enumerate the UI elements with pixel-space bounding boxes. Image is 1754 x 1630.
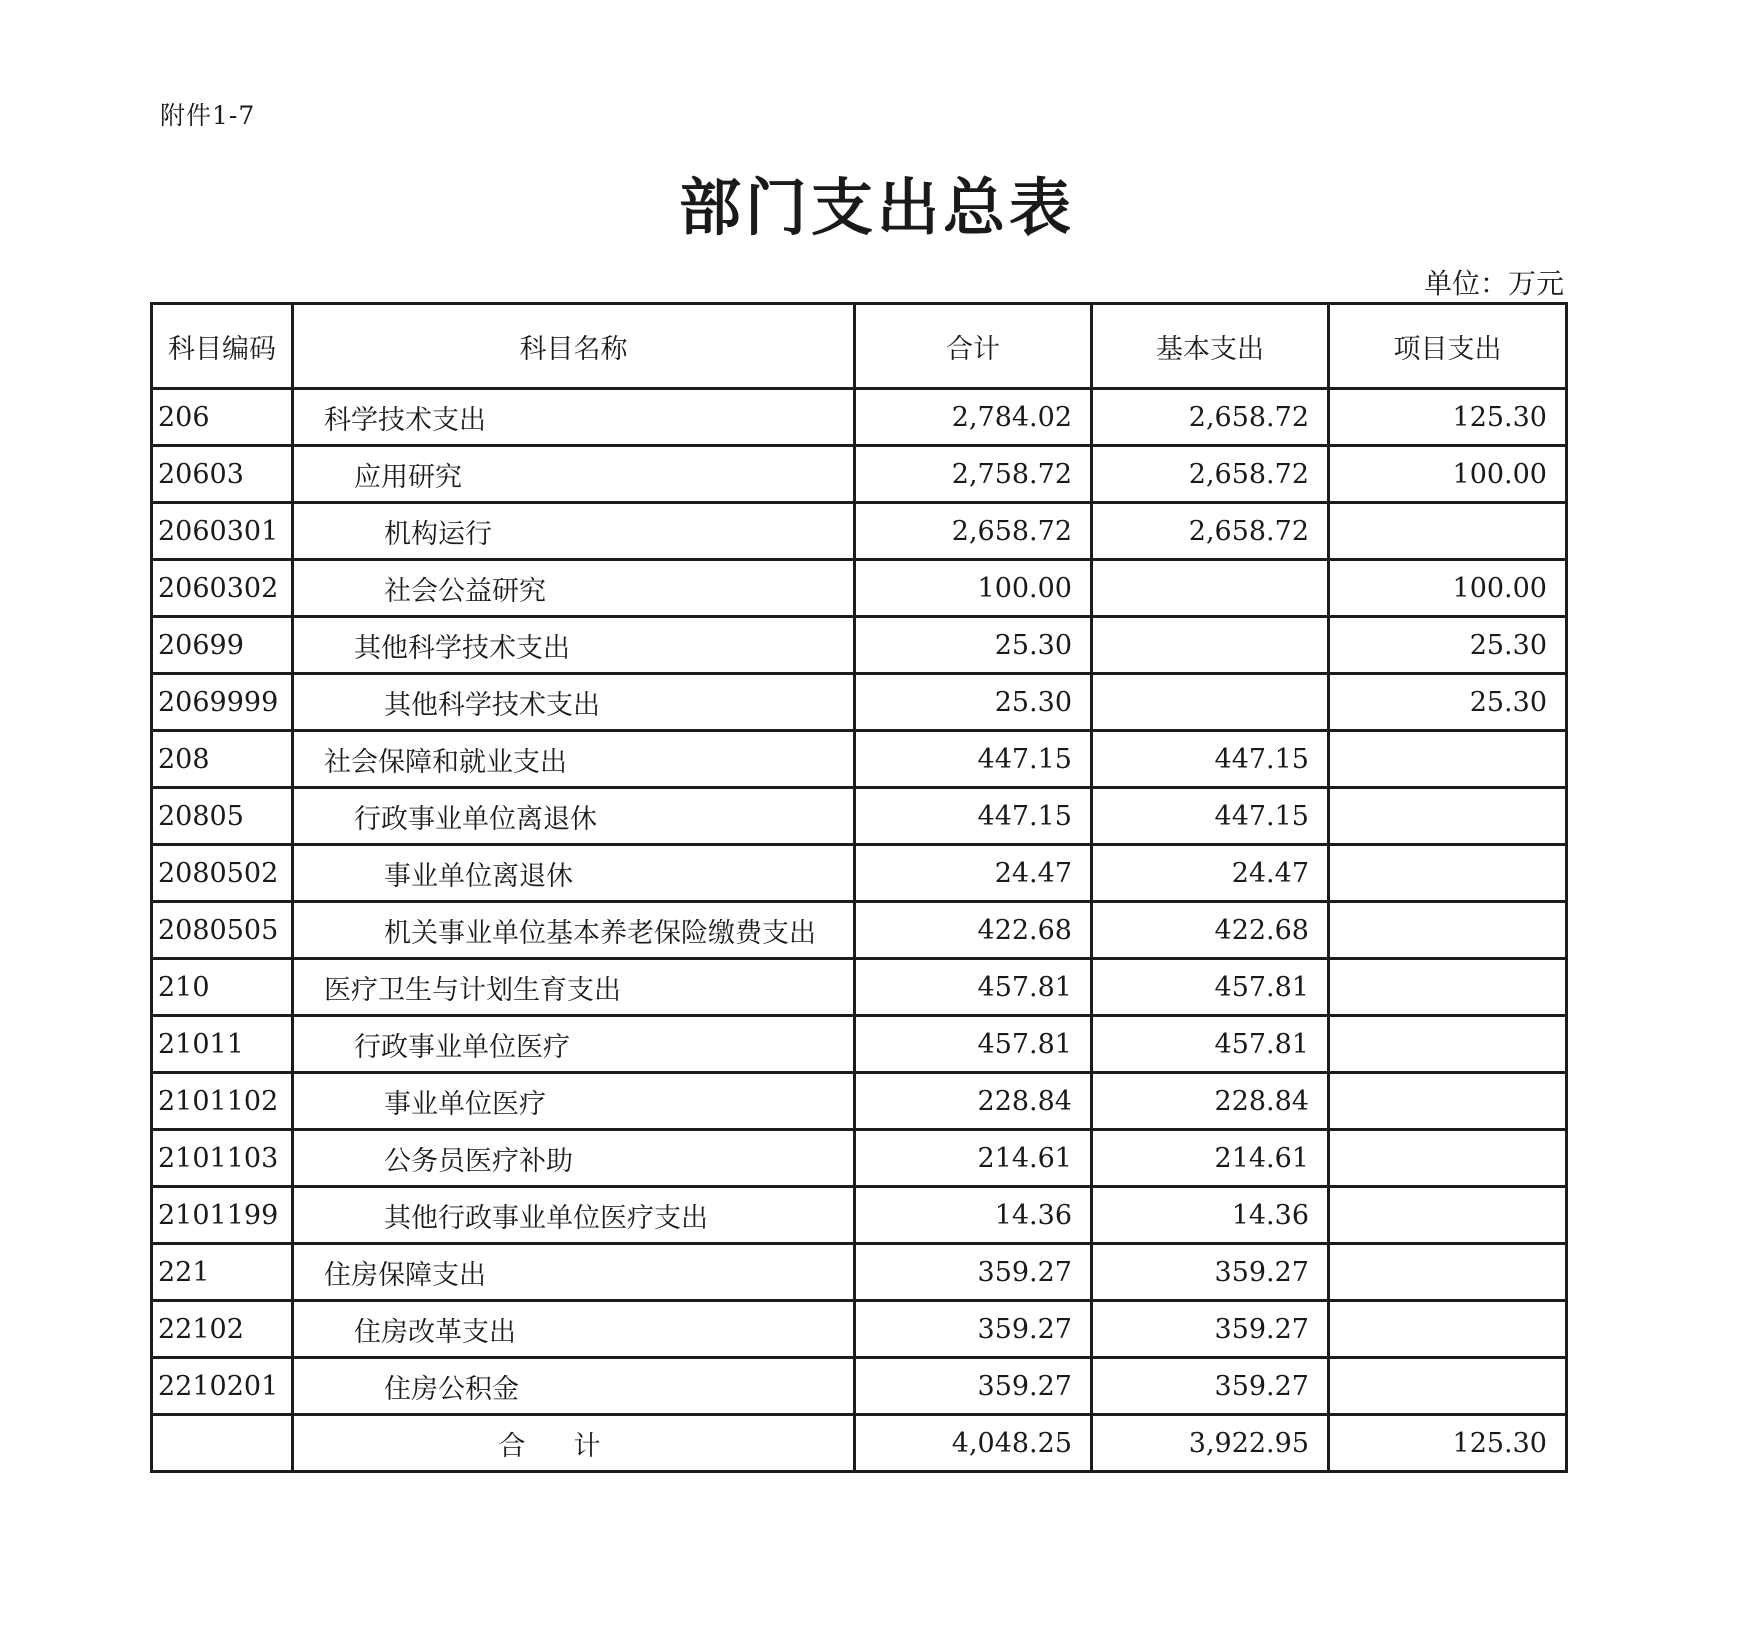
- header-total: 合计: [855, 304, 1092, 389]
- row-name: 公务员医疗补助: [293, 1130, 855, 1187]
- page-title: 部门支出总表: [678, 171, 1075, 244]
- row-name: 机关事业单位基本养老保险缴费支出: [293, 902, 855, 959]
- row-name: 其他科学技术支出: [293, 674, 855, 731]
- row-name: 住房保障支出: [293, 1244, 855, 1301]
- row-basic: 214.61: [1092, 1130, 1329, 1187]
- table-row: [152, 1358, 1567, 1415]
- table-body: [152, 389, 1567, 1415]
- row-total: 2,658.72: [855, 503, 1092, 560]
- row-project: [1329, 1187, 1567, 1244]
- row-total: 25.30: [855, 617, 1092, 674]
- table-row: [152, 845, 1567, 902]
- row-name: 其他科学技术支出: [293, 617, 855, 674]
- row-total: 359.27: [855, 1301, 1092, 1358]
- row-project: [1329, 845, 1567, 902]
- table-row: [152, 674, 1567, 731]
- row-code: 21011: [152, 1016, 293, 1073]
- row-total: 359.27: [855, 1358, 1092, 1415]
- row-project: [1329, 1301, 1567, 1358]
- row-basic: 457.81: [1092, 959, 1329, 1016]
- row-code: 221: [152, 1244, 293, 1301]
- row-total: 14.36: [855, 1187, 1092, 1244]
- row-code: 2101102: [152, 1073, 293, 1130]
- table-row: [152, 902, 1567, 959]
- row-project: 25.30: [1329, 617, 1567, 674]
- row-basic: 447.15: [1092, 788, 1329, 845]
- row-name: 事业单位离退休: [293, 845, 855, 902]
- row-basic: 24.47: [1092, 845, 1329, 902]
- table-row: [152, 1073, 1567, 1130]
- row-basic: 359.27: [1092, 1244, 1329, 1301]
- row-name: 住房公积金: [293, 1358, 855, 1415]
- header-project: 项目支出: [1329, 304, 1567, 389]
- row-total: 25.30: [855, 674, 1092, 731]
- row-code: 206: [152, 389, 293, 446]
- row-basic: 14.36: [1092, 1187, 1329, 1244]
- table-row: [152, 1130, 1567, 1187]
- row-code: 20603: [152, 446, 293, 503]
- row-project: [1329, 788, 1567, 845]
- row-basic: 447.15: [1092, 731, 1329, 788]
- total-basic: 3,922.95: [1092, 1415, 1329, 1472]
- row-name: 社会公益研究: [293, 560, 855, 617]
- row-total: 2,758.72: [855, 446, 1092, 503]
- row-basic: [1092, 674, 1329, 731]
- total-row: [152, 1415, 1567, 1472]
- row-name: 其他行政事业单位医疗支出: [293, 1187, 855, 1244]
- row-total: 359.27: [855, 1244, 1092, 1301]
- row-total: 457.81: [855, 959, 1092, 1016]
- row-name: 行政事业单位医疗: [293, 1016, 855, 1073]
- row-name: 住房改革支出: [293, 1301, 855, 1358]
- row-code: 2101199: [152, 1187, 293, 1244]
- row-total: 24.47: [855, 845, 1092, 902]
- row-basic: 2,658.72: [1092, 503, 1329, 560]
- row-code: 210: [152, 959, 293, 1016]
- row-code: 2069999: [152, 674, 293, 731]
- row-project: 100.00: [1329, 560, 1567, 617]
- row-code: 2080505: [152, 902, 293, 959]
- row-name: 社会保障和就业支出: [293, 731, 855, 788]
- header-code: 科目编码: [152, 304, 293, 389]
- total-label: 合计: [293, 1415, 855, 1472]
- row-project: 25.30: [1329, 674, 1567, 731]
- table-row: [152, 959, 1567, 1016]
- row-name: 事业单位医疗: [293, 1073, 855, 1130]
- row-basic: 457.81: [1092, 1016, 1329, 1073]
- row-total: 100.00: [855, 560, 1092, 617]
- row-project: 100.00: [1329, 446, 1567, 503]
- row-name: 行政事业单位离退休: [293, 788, 855, 845]
- row-basic: [1092, 560, 1329, 617]
- row-code: 20805: [152, 788, 293, 845]
- row-name: 医疗卫生与计划生育支出: [293, 959, 855, 1016]
- expenditure-table: [150, 302, 1568, 1473]
- row-project: 125.30: [1329, 389, 1567, 446]
- row-total: 228.84: [855, 1073, 1092, 1130]
- row-basic: 2,658.72: [1092, 446, 1329, 503]
- table-row: [152, 446, 1567, 503]
- row-code: 2080502: [152, 845, 293, 902]
- row-basic: 359.27: [1092, 1358, 1329, 1415]
- total-project: 125.30: [1329, 1415, 1567, 1472]
- row-total: 214.61: [855, 1130, 1092, 1187]
- row-project: [1329, 902, 1567, 959]
- row-code: 20699: [152, 617, 293, 674]
- table-row: [152, 1187, 1567, 1244]
- row-project: [1329, 1358, 1567, 1415]
- total-sum: 4,048.25: [855, 1415, 1092, 1472]
- table-row: [152, 788, 1567, 845]
- table-row: [152, 560, 1567, 617]
- table-row: [152, 389, 1567, 446]
- row-total: 447.15: [855, 788, 1092, 845]
- table-row: [152, 1244, 1567, 1301]
- attachment-label: 附件1-7: [160, 101, 256, 130]
- unit-label: 单位：万元: [1423, 267, 1564, 300]
- row-project: [1329, 1244, 1567, 1301]
- row-basic: [1092, 617, 1329, 674]
- header-name: 科目名称: [293, 304, 855, 389]
- header-basic: 基本支出: [1092, 304, 1329, 389]
- row-project: [1329, 1130, 1567, 1187]
- row-project: [1329, 503, 1567, 560]
- row-total: 2,784.02: [855, 389, 1092, 446]
- row-code: 2210201: [152, 1358, 293, 1415]
- row-project: [1329, 1073, 1567, 1130]
- table-row: [152, 1016, 1567, 1073]
- row-name: 机构运行: [293, 503, 855, 560]
- row-code: 22102: [152, 1301, 293, 1358]
- row-code: 2101103: [152, 1130, 293, 1187]
- total-code-cell: [152, 1415, 293, 1472]
- row-total: 422.68: [855, 902, 1092, 959]
- row-code: 2060302: [152, 560, 293, 617]
- row-project: [1329, 731, 1567, 788]
- table-row: [152, 731, 1567, 788]
- row-code: 208: [152, 731, 293, 788]
- row-code: 2060301: [152, 503, 293, 560]
- row-total: 447.15: [855, 731, 1092, 788]
- row-project: [1329, 959, 1567, 1016]
- row-basic: 359.27: [1092, 1301, 1329, 1358]
- row-basic: 228.84: [1092, 1073, 1329, 1130]
- table-row: [152, 617, 1567, 674]
- row-name: 应用研究: [293, 446, 855, 503]
- row-basic: 2,658.72: [1092, 389, 1329, 446]
- table-row: [152, 503, 1567, 560]
- table-row: [152, 1301, 1567, 1358]
- table-header-row: [152, 304, 1567, 389]
- row-name: 科学技术支出: [293, 389, 855, 446]
- row-project: [1329, 1016, 1567, 1073]
- row-basic: 422.68: [1092, 902, 1329, 959]
- row-total: 457.81: [855, 1016, 1092, 1073]
